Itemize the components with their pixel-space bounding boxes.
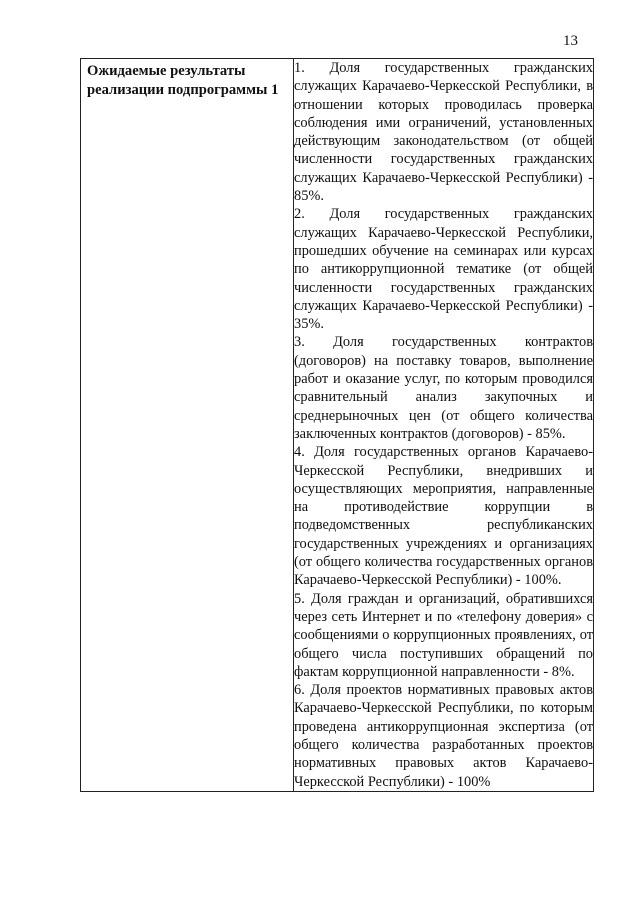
row-label: Ожидаемые результаты реализации подпрограммы 1: [87, 63, 279, 98]
table-row: [81, 59, 594, 792]
page-number: 13: [563, 33, 578, 49]
label-cell: [81, 59, 294, 792]
result-item-2: 2. Доля государственных гражданских служащих Карачаево-Черкесской Республики, прошедших обучение на семинарах или курсах по антикоррупционной тематике (от общей численности государственных гражданских служащих Карачаево-Черкесской Республики) - 35%.: [294, 206, 593, 333]
result-item-5: 5. Доля граждан и организаций, обратившихся через сеть Интернет и по «телефону доверия» с сообщениями о коррупционных проявлениях, от общего числа поступивших обращений по фактам коррупционной направленности - 8%.: [294, 590, 593, 680]
result-item-6: 6. Доля проектов нормативных правовых актов Карачаево-Черкесской Республики, по которым проведена антикоррупционная экспертиза (от общего количества разработанных проектов нормативных правовых актов Карачаево-Черкесской Республики) - 100%: [294, 682, 593, 790]
results-table: [80, 58, 594, 792]
result-item-1: 1. Доля государственных гражданских служащих Карачаево-Черкесской Республики, в отношении которых проводилась проверка соблюдения ими ограничений, установленных действующим законодательством (от общей численности государственных гражданских служащих Карачаево-Черкесской Республики) - 85%.: [294, 60, 593, 205]
result-item-4: 4. Доля государственных органов Карачаево-Черкесской Республики, внедривших и осуществляющих мероприятия, направленные на противодействие коррупции в подведомственных республиканских государственных учреждениях и организациях (от общего количества государственных органов Карачаево-Черкесской Республики) - 100%.: [294, 444, 593, 589]
content-cell: [294, 59, 594, 792]
result-item-3: 3. Доля государственных контрактов (договоров) на поставку товаров, выполнение работ и оказание услуг, по которым проводился сравнительный анализ закупочных и среднерыночных цен (от общего количества заключенных контрактов (договоров) - 85%.: [294, 334, 593, 442]
